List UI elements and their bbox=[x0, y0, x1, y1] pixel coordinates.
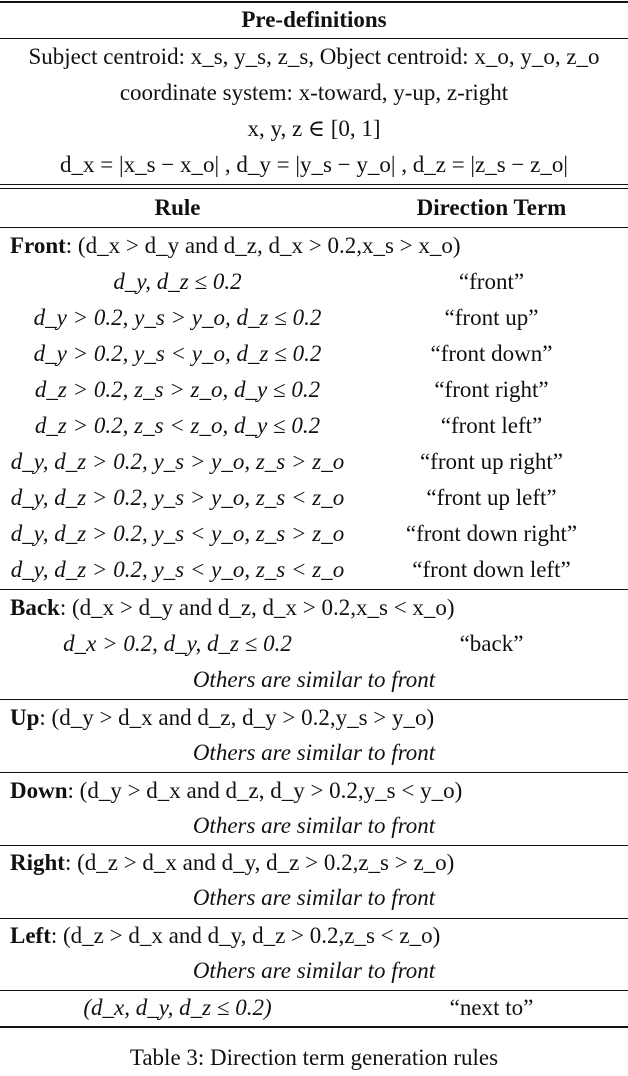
predefs-header: Pre-definitions bbox=[241, 7, 387, 32]
rule-cell: d_y, d_z ≤ 0.2 bbox=[113, 269, 242, 294]
section-note: Others are similar to front bbox=[192, 740, 436, 765]
term-cell: “front down” bbox=[430, 341, 553, 366]
bottom-rule bbox=[0, 1026, 628, 1028]
rule-column-header: Rule bbox=[154, 195, 201, 220]
section-condition: : (d_y > d_x and d_z, d_y > 0.2,y_s > y_o) bbox=[39, 705, 435, 730]
section-name: Left bbox=[10, 923, 51, 948]
section-note: Others are similar to front bbox=[192, 958, 436, 983]
section-condition: : (d_y > d_x and d_z, d_y > 0.2,y_s < y_o) bbox=[67, 778, 463, 803]
section-note: Others are similar to front bbox=[192, 813, 436, 838]
rule-cell: d_y, d_z > 0.2, y_s > y_o, z_s < z_o bbox=[10, 485, 345, 510]
section-condition: : (d_z > d_x and d_y, d_z > 0.2,z_s > z_o) bbox=[64, 850, 455, 875]
table-row-next-to bbox=[0, 990, 628, 1026]
term-cell: “front up right” bbox=[419, 449, 564, 474]
section-name: Up bbox=[10, 705, 40, 730]
term-cell: “front left” bbox=[440, 413, 543, 438]
predefs-line2: coordinate system: x-toward, y-up, z-right bbox=[119, 80, 509, 105]
rule-cell: d_x > 0.2, d_y, d_z ≤ 0.2 bbox=[63, 631, 292, 656]
section-name: Right bbox=[10, 850, 65, 875]
table-row bbox=[0, 552, 628, 588]
rule-cell: (d_x, d_y, d_z ≤ 0.2) bbox=[83, 995, 272, 1020]
section-note: Others are similar to front bbox=[192, 667, 436, 692]
double-rule-a bbox=[0, 184, 628, 185]
section-note: Others are similar to front bbox=[192, 885, 436, 910]
column-header-row bbox=[0, 190, 628, 226]
section-name: Down bbox=[10, 778, 68, 803]
term-cell: “front up” bbox=[444, 305, 539, 330]
table-row bbox=[0, 372, 628, 408]
predefs-line4: d_x = |x_s − x_o| , d_y = |y_s − y_o| , d_z = |z_s − z_o| bbox=[60, 152, 568, 177]
term-cell: “back” bbox=[459, 631, 524, 656]
section-left-title bbox=[0, 918, 628, 954]
section-right-title bbox=[0, 845, 628, 881]
predefs-line3: x, y, z ∈ [0, 1] bbox=[247, 116, 381, 141]
table-row bbox=[0, 516, 628, 552]
table-row bbox=[0, 336, 628, 372]
rule-cell: d_y, d_z > 0.2, y_s > y_o, z_s > z_o bbox=[10, 449, 345, 474]
section-condition: : (d_x > d_y and d_z, d_x > 0.2,x_s > x_o) bbox=[65, 233, 461, 258]
rule-cell: d_y, d_z > 0.2, y_s < y_o, z_s < z_o bbox=[10, 557, 345, 582]
section-back-title bbox=[0, 590, 628, 626]
rule-cell: d_y > 0.2, y_s < y_o, d_z ≤ 0.2 bbox=[33, 341, 322, 366]
term-cell: “front” bbox=[458, 269, 525, 294]
term-cell: “front down left” bbox=[412, 557, 571, 582]
section-condition: : (d_z > d_x and d_y, d_z > 0.2,z_s < z_o) bbox=[50, 923, 441, 948]
section-name: Back bbox=[10, 595, 60, 620]
predefs-line1: Subject centroid: x_s, y_s, z_s, Object centroid: x_o, y_o, z_o bbox=[28, 44, 600, 69]
table-row bbox=[0, 264, 628, 300]
table-row bbox=[0, 480, 628, 516]
rule-cell: d_y > 0.2, y_s > y_o, d_z ≤ 0.2 bbox=[33, 305, 322, 330]
term-column-header: Direction Term bbox=[416, 195, 567, 220]
double-rule-b bbox=[0, 188, 628, 189]
term-cell: “front up left” bbox=[426, 485, 557, 510]
section-name: Front bbox=[10, 233, 66, 258]
table-row bbox=[0, 626, 628, 662]
section-front-title bbox=[0, 228, 628, 264]
table-row bbox=[0, 444, 628, 480]
rule-cell: d_z > 0.2, z_s > z_o, d_y ≤ 0.2 bbox=[34, 377, 321, 402]
rule-cell: d_y, d_z > 0.2, y_s < y_o, z_s > z_o bbox=[10, 521, 345, 546]
section-condition: : (d_x > d_y and d_z, d_x > 0.2,x_s < x_o) bbox=[59, 595, 455, 620]
table-row bbox=[0, 300, 628, 336]
rule-cell: d_z > 0.2, z_s < z_o, d_y ≤ 0.2 bbox=[34, 413, 321, 438]
term-cell: “front right” bbox=[434, 377, 549, 402]
table-row bbox=[0, 408, 628, 444]
term-cell: “front down right” bbox=[405, 521, 578, 546]
term-cell: “next to” bbox=[449, 995, 534, 1020]
section-up-title bbox=[0, 700, 628, 736]
table-caption: Table 3: Direction term generation rules bbox=[129, 1045, 499, 1070]
section-down-title bbox=[0, 773, 628, 809]
